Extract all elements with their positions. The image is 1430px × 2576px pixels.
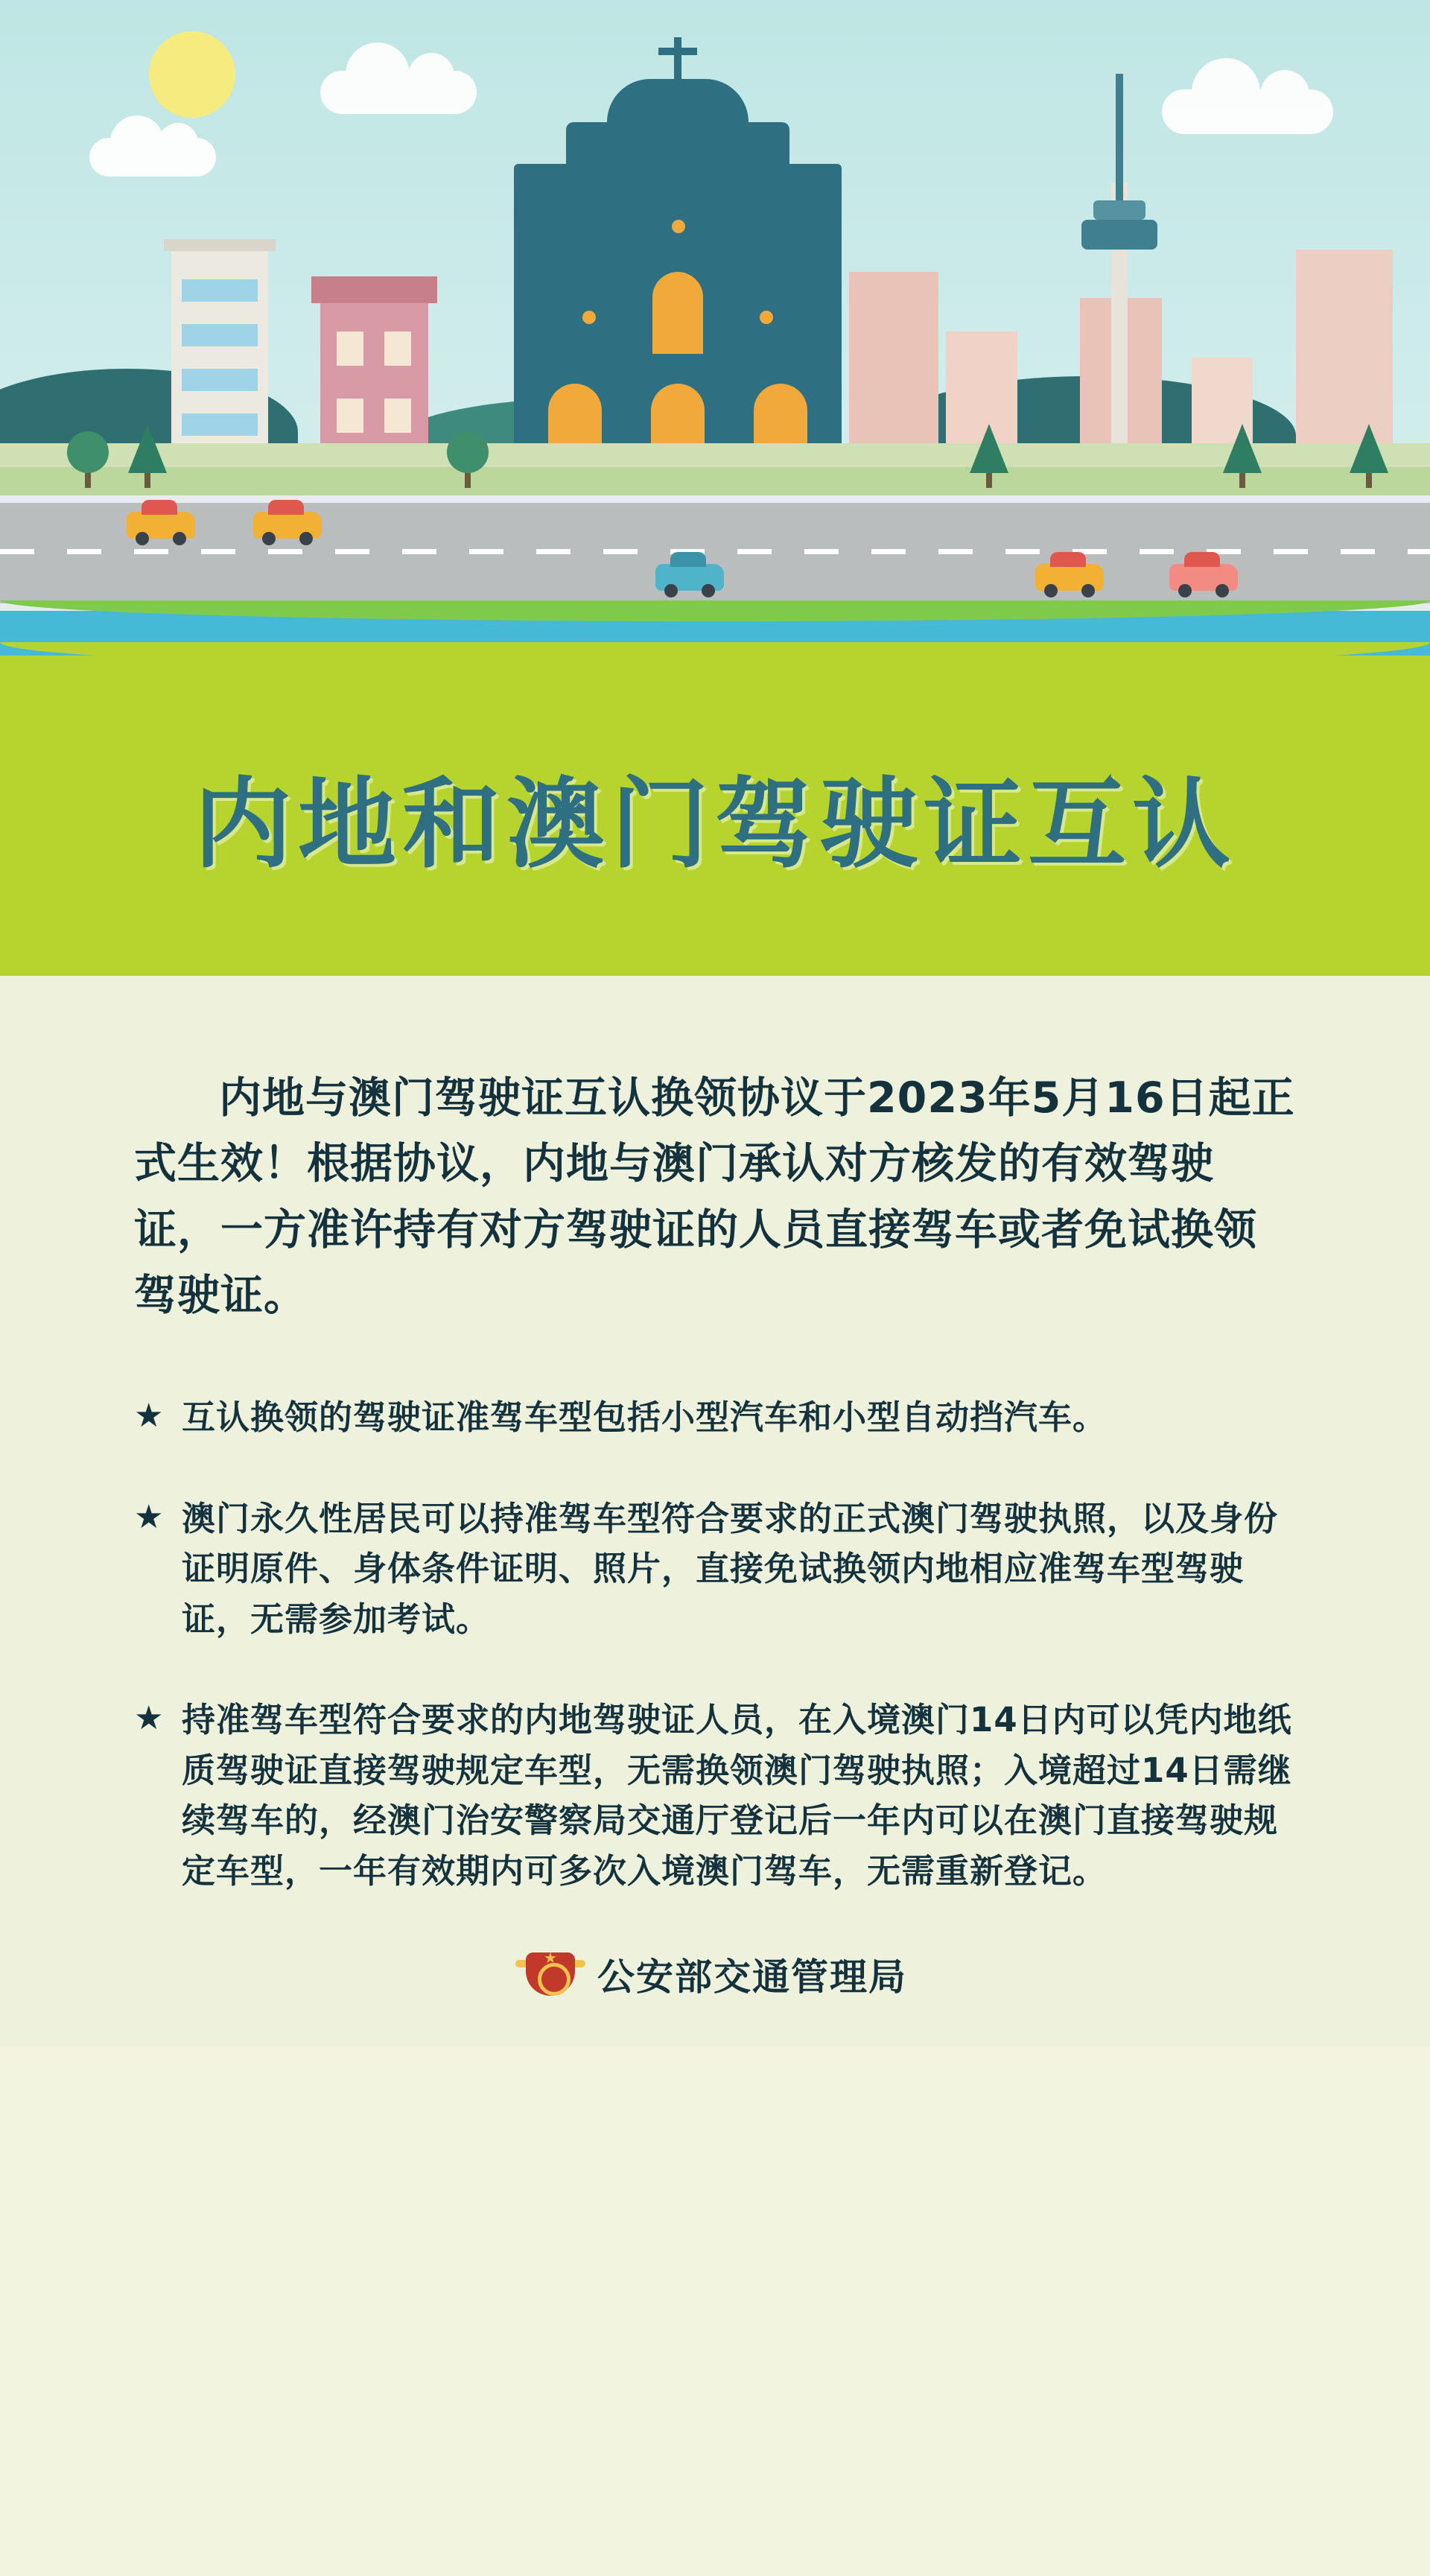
grass-band [0, 467, 1430, 495]
tree-icon [67, 424, 109, 488]
sun-icon [149, 31, 235, 118]
macau-tower-pod [1081, 220, 1157, 250]
car-icon [253, 512, 322, 539]
star-bullet-icon: ★ [134, 1699, 164, 1738]
bullet-item [134, 1494, 1296, 1645]
police-emblem-icon: ★ [523, 1947, 578, 2002]
cross-icon [674, 37, 681, 79]
tree-icon [127, 416, 168, 488]
bullet-text: 互认换领的驾驶证准驾车型包括小型汽车和小型自动挡汽车。 [182, 1398, 1108, 1438]
macau-tower-spire [1116, 74, 1123, 200]
star-bullet-icon: ★ [134, 1397, 164, 1435]
tree-icon [968, 416, 1010, 488]
cloud-icon [89, 138, 216, 177]
macau-tower-pod-upper [1093, 200, 1145, 220]
header-illustration [0, 0, 1430, 656]
tree-icon [1348, 413, 1390, 488]
footer [134, 1947, 1296, 2002]
car-icon [127, 512, 195, 539]
cloud-icon [320, 71, 477, 114]
organization-name: 公安部交通管理局 [597, 1956, 907, 1999]
lead-paragraph: 内地与澳门驾驶证互认换领协议于2023年5月16日起正式生效！根据协议，内地与澳门承认对方核发的有效驾驶证，一方准许持有对方驾驶证的人员直接驾车或者免试换领驾驶证。 [134, 1073, 1295, 1321]
tree-icon [1221, 413, 1263, 488]
road-icon [0, 495, 1430, 611]
car-icon [655, 564, 724, 591]
star-bullet-icon: ★ [134, 1497, 164, 1536]
bullet-item [134, 1392, 1296, 1443]
bullet-item [134, 1695, 1296, 1896]
bullet-text: 澳门永久性居民可以持准驾车型符合要求的正式澳门驾驶执照，以及身份证明原件、身体条件证明、照片，直接免试换领内地相应准驾车型驾驶证，无需参加考试。 [182, 1498, 1279, 1639]
page-title: 内地和澳门驾驶证互认 [194, 767, 1236, 882]
content-area [0, 976, 1430, 2046]
bullet-text: 持准驾车型符合要求的内地驾驶证人员，在入境澳门14日内可以凭内地纸质驾驶证直接驾驶规定车型，无需换领澳门驾驶执照；入境超过14日需继续驾车的，经澳门治安警察局交通厅登记后一年内可以在澳门直接驾驶规定车型，一年有效期内可多次入境澳门驾车，无需重新登记。 [182, 1700, 1292, 1891]
cloud-icon [1162, 89, 1333, 134]
tree-icon [447, 424, 489, 488]
title-banner [0, 656, 1430, 976]
car-icon [1169, 564, 1238, 591]
car-icon [1035, 564, 1104, 591]
